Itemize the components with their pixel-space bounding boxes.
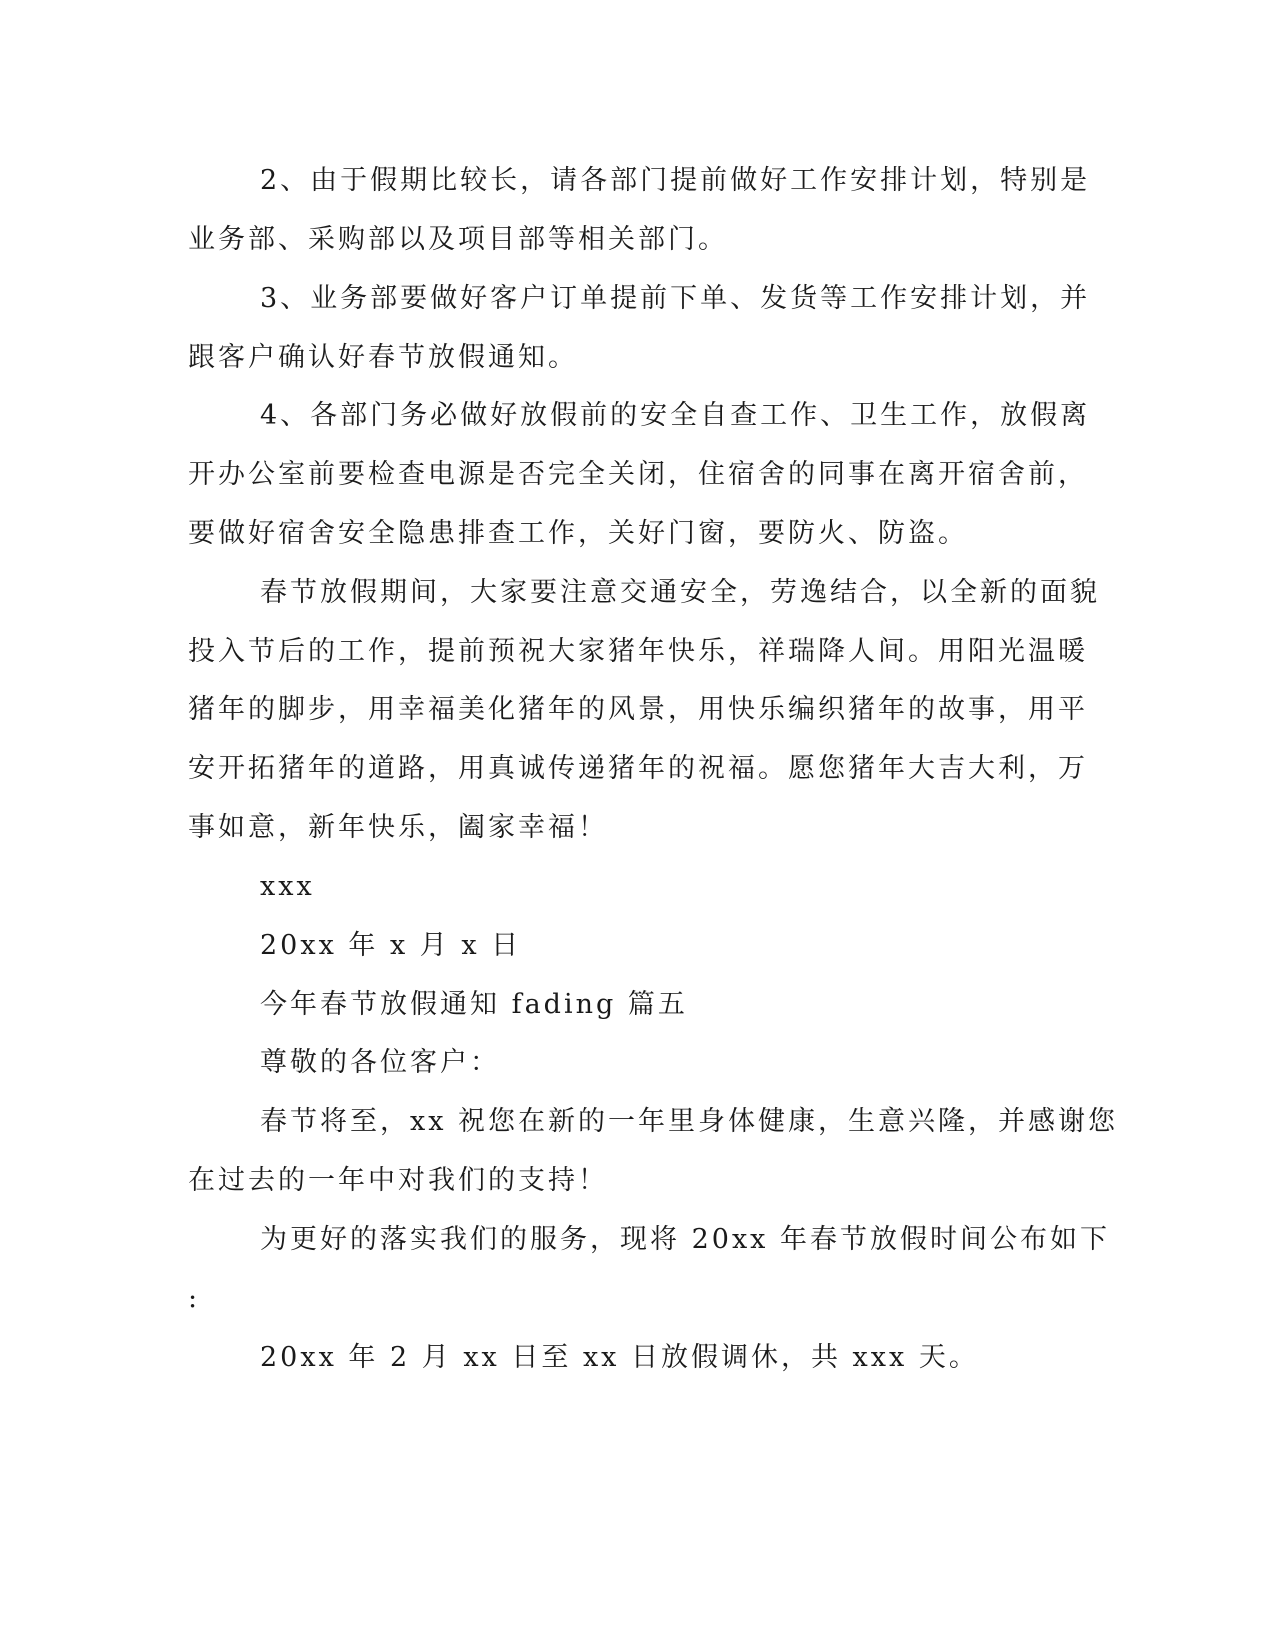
signature-name: xxx xyxy=(260,871,315,902)
paragraph-line: 为更好的落实我们的服务，现将 20xx 年春节放假时间公布如下 xyxy=(260,1224,1110,1255)
paragraph-line: 猪年的脚步，用幸福美化猪年的风景，用快乐编织猪年的故事，用平 xyxy=(188,694,1088,725)
paragraph-line: 春节将至，xx 祝您在新的一年里身体健康，生意兴隆，并感谢您 xyxy=(260,1106,1119,1137)
paragraph-line: 4、各部门务必做好放假前的安全自查工作、卫生工作，放假离 xyxy=(260,400,1091,431)
paragraph-line: 20xx 年 2 月 xx 日至 xx 日放假调休，共 xxx 天。 xyxy=(260,1342,979,1373)
paragraph-line: : xyxy=(188,1283,201,1314)
signature-date: 20xx 年 x 月 x 日 xyxy=(260,930,522,961)
salutation: 尊敬的各位客户： xyxy=(260,1047,500,1078)
paragraph-line: 要做好宿舍安全隐患排查工作，关好门窗，要防火、防盗。 xyxy=(188,518,968,549)
paragraph-line: 2、由于假期比较长，请各部门提前做好工作安排计划，特别是 xyxy=(260,165,1091,196)
paragraph-line: 事如意，新年快乐，阖家幸福！ xyxy=(188,812,608,843)
paragraph-line: 业务部、采购部以及项目部等相关部门。 xyxy=(188,224,728,255)
paragraph-line: 跟客户确认好春节放假通知。 xyxy=(188,342,578,373)
paragraph-line: 投入节后的工作，提前预祝大家猪年快乐，祥瑞降人间。用阳光温暖 xyxy=(188,636,1088,667)
paragraph-line: 安开拓猪年的道路，用真诚传递猪年的祝福。愿您猪年大吉大利，万 xyxy=(188,753,1088,784)
paragraph-line: 开办公室前要检查电源是否完全关闭，住宿舍的同事在离开宿舍前， xyxy=(188,459,1088,490)
section-title: 今年春节放假通知 fading 篇五 xyxy=(260,989,688,1020)
paragraph-line: 在过去的一年中对我们的支持！ xyxy=(188,1165,608,1196)
paragraph-line: 春节放假期间，大家要注意交通安全，劳逸结合，以全新的面貌 xyxy=(260,577,1100,608)
paragraph-line: 3、业务部要做好客户订单提前下单、发货等工作安排计划，并 xyxy=(260,283,1091,314)
